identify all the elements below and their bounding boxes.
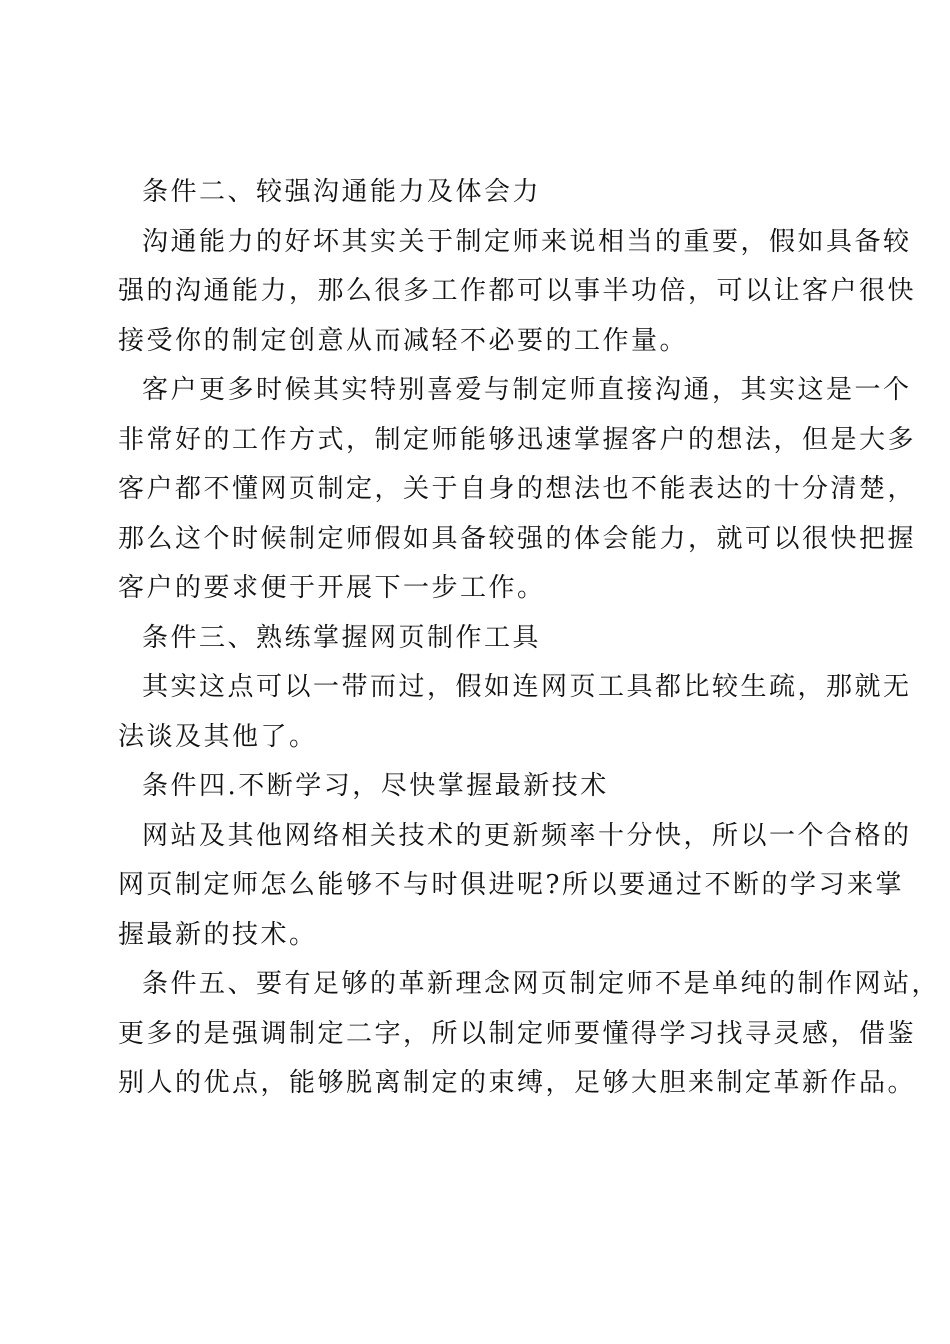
text-line: 客户的要求便于开展下一步工作。 — [118, 573, 546, 603]
text-line: 法谈及其他了。 — [118, 721, 318, 752]
text-line: 握最新的技术。 — [118, 919, 318, 950]
text-line: 条件四.不断学习，尽快掌握最新技术 — [142, 771, 609, 801]
text-line: 条件五、要有足够的革新理念网页制定师不是单纯的制作网站， — [142, 969, 941, 999]
text-line: 别人的优点，能够脱离制定的束缚，足够大胆来制定革新作品。 — [118, 1068, 917, 1098]
document-body — [118, 168, 941, 1109]
text-line: 网站及其他网络相关技术的更新频率十分快，所以一个合格的 — [142, 820, 912, 851]
text-line: 条件二、较强沟通能力及体会力 — [142, 177, 542, 207]
text-line: 沟通能力的好坏其实关于制定师来说相当的重要，假如具备较 — [142, 226, 912, 257]
text-line: 强的沟通能力，那么很多工作都可以事半功倍，可以让客户很快 — [118, 276, 917, 306]
text-line: 条件三、熟练掌握网页制作工具 — [142, 622, 542, 653]
text-line: 网页制定师怎么能够不与时俱进呢?所以要通过不断的学习来掌 — [118, 870, 904, 900]
text-line: 那么这个时候制定师假如具备较强的体会能力，就可以很快把握 — [118, 523, 917, 554]
text-line: 其实这点可以一带而过，假如连网页工具都比较生疏，那就无 — [142, 672, 912, 702]
text-line: 更多的是强调制定二字，所以制定师要懂得学习找寻灵感，借鉴 — [118, 1018, 917, 1049]
text-line: 客户更多时候其实特别喜爱与制定师直接沟通，其实这是一个 — [142, 375, 912, 405]
text-line: 接受你的制定创意从而减轻不必要的工作量。 — [118, 325, 689, 356]
text-line: 非常好的工作方式，制定师能够迅速掌握客户的想法，但是大多 — [118, 424, 917, 455]
text-line: 客户都不懂网页制定，关于自身的想法也不能表达的十分清楚， — [118, 474, 917, 504]
